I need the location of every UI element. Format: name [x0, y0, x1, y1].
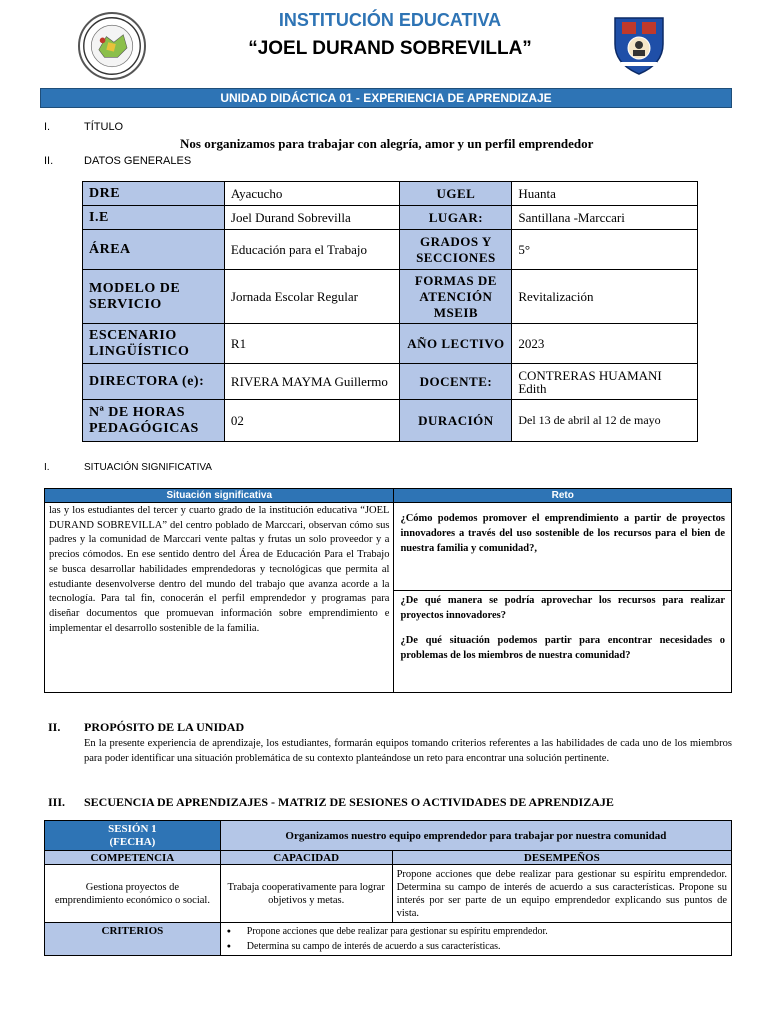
table-row	[45, 851, 732, 865]
table-row	[83, 400, 698, 442]
session-title: Organizamos nuestro equipo emprendedor para trabajar por nuestra comunidad	[220, 821, 731, 851]
anio-key: AÑO LECTIVO	[400, 324, 512, 364]
section-label: PROPÓSITO DE LA UNIDAD	[84, 720, 245, 734]
competencia-header: COMPETENCIA	[45, 851, 221, 865]
table-row	[45, 865, 732, 923]
reto-question: ¿De qué manera se podría aprovechar los recursos para realizar proyectos innovadores?	[400, 595, 725, 621]
table-row	[83, 324, 698, 364]
list-item: ● Determina su campo de interés de acuerdo a sus características.	[227, 939, 725, 954]
section-secuencia	[48, 795, 728, 810]
session-label: SESIÓN 1	[108, 822, 157, 835]
area-key: ÁREA	[83, 230, 225, 270]
ie-key: I.E	[83, 206, 225, 230]
area-value: Educación para el Trabajo	[224, 230, 400, 270]
formas-key: FORMAS DE ATENCIÓN MSEIB	[400, 270, 512, 324]
reto-cell	[394, 503, 732, 591]
duracion-value: Del 13 de abril al 12 de mayo	[512, 400, 698, 442]
section-label: SECUENCIA DE APRENDIZAJES - MATRIZ DE SESIONES O ACTIVIDADES DE APRENDIZAJE	[84, 795, 614, 809]
section-number: I.	[44, 121, 51, 133]
reto-cell	[394, 591, 732, 693]
section-situacion	[44, 462, 344, 476]
school-name-heading: “JOEL DURAND SOBREVILLA”	[248, 38, 532, 59]
dre-value: Ayacucho	[224, 182, 400, 206]
proposito-text: En la presente experiencia de aprendizaje, los estudiantes, formarán equipos tomando criterios referentes a las habilidades de cada uno de los miembros para poder identificar una situación problemática de su contexto planteándose un reto para encontrar una solución pertinente.	[84, 738, 732, 764]
section-label: TÍTULO	[84, 121, 124, 133]
school-shield-icon	[612, 14, 666, 76]
table-row	[83, 270, 698, 324]
list-item: ● Propone acciones que debe realizar para gestionar su espíritu emprendedor.	[227, 924, 725, 939]
directora-value: RIVERA MAYMA Guillermo	[224, 364, 400, 400]
secuencia-table	[44, 820, 732, 956]
datos-generales-table	[82, 181, 698, 442]
ugel-key: UGEL	[400, 182, 512, 206]
situacion-text: las y los estudiantes del tercer y cuarto grado de la institución educativa “JOEL DURAND SOBREVILLA” del centro poblado de Marccari, observan cómo sus padres y la comunidad de Marccari vente paltas y frutas un solo proveedor y a precios cómodos. En ese sentido dentro del Área de Educación Para el Trabajo se busca desarrollar habilidades emprendedoras y tecnológicas que permita al estudiante desenvolverse dentro del mundo del trabajo que avanza acorde a la tecnología. Para tal fin, conocerán el perfil emprendedor y programas para diseñar documentos que promuevan información sobre emprendimiento e implementar el desarrollo sostenible de la familia.	[49, 505, 390, 634]
reto-column-header: Reto	[394, 489, 732, 503]
reto-question: ¿Cómo podemos promover el emprendimiento a partir de proyectos innovadores a través del uso sostenible de los recursos para el bien de nuestra familia y comunidad?,	[400, 513, 725, 554]
section-label: SITUACIÓN SIGNIFICATIVA	[84, 462, 212, 473]
table-row	[83, 206, 698, 230]
session-date: (FECHA)	[109, 835, 156, 848]
grados-key: GRADOS Y SECCIONES	[400, 230, 512, 270]
competencia-value: Gestiona proyectos de emprendimiento económico o social.	[45, 865, 221, 923]
formas-value: Revitalización	[512, 270, 698, 324]
modelo-value: Jornada Escolar Regular	[224, 270, 400, 324]
modelo-key: MODELO DE SERVICIO	[83, 270, 225, 324]
ugel-huanta-logo-icon	[78, 12, 146, 80]
unit-banner: UNIDAD DIDÁCTICA 01 - EXPERIENCIA DE APRENDIZAJE	[40, 88, 732, 108]
docente-value: CONTRERAS HUAMANI Edith	[512, 364, 698, 400]
dre-key: DRE	[83, 182, 225, 206]
directora-key: DIRECTORA (e):	[83, 364, 225, 400]
escenario-value: R1	[224, 324, 400, 364]
section-proposito	[48, 720, 448, 735]
section-number: II.	[44, 155, 54, 167]
section-number: III.	[48, 795, 66, 809]
situacion-column-header: Situación significativa	[45, 489, 394, 503]
section-titulo	[44, 121, 344, 135]
section-label: DATOS GENERALES	[84, 155, 192, 167]
session-cell	[45, 821, 221, 851]
table-row	[45, 821, 732, 851]
escenario-key: ESCENARIO LINGÜÍSTICO	[83, 324, 225, 364]
situacion-cell	[45, 503, 394, 693]
capacidad-header: CAPACIDAD	[220, 851, 392, 865]
table-row	[45, 489, 732, 503]
lugar-value: Santillana -Marccari	[512, 206, 698, 230]
horas-key: Nª DE HORAS PEDAGÓGICAS	[83, 400, 225, 442]
section-number: I.	[44, 462, 50, 473]
lugar-key: LUGAR:	[400, 206, 512, 230]
grados-value: 5°	[512, 230, 698, 270]
section-datos	[44, 155, 344, 169]
reto-question: ¿De qué situación podemos partir para encontrar necesidades o problemas de los miembros de nuestra comunidad?	[400, 635, 725, 661]
table-row	[45, 503, 732, 591]
desempenos-header: DESEMPEÑOS	[392, 851, 731, 865]
section-number: II.	[48, 720, 61, 734]
table-row	[83, 182, 698, 206]
docente-key: DOCENTE:	[400, 364, 512, 400]
ie-value: Joel Durand Sobrevilla	[224, 206, 400, 230]
criterios-cell	[220, 923, 731, 956]
situacion-table	[44, 488, 732, 693]
ugel-value: Huanta	[512, 182, 698, 206]
duracion-key: DURACIÓN	[400, 400, 512, 442]
criterios-label: CRITERIOS	[45, 923, 221, 956]
institution-heading: INSTITUCIÓN EDUCATIVA	[278, 10, 502, 30]
desempenos-value: Propone acciones que debe realizar para gestionar su espíritu emprendedor. Determina su campo de interés de acuerdo a sus características. Propone su interés por ser parte de un equipo emprendedor explicando sus puntos de vista.	[392, 865, 731, 923]
capacidad-value: Trabaja cooperativamente para lograr objetivos y metas.	[220, 865, 392, 923]
table-row	[83, 230, 698, 270]
unit-title: Nos organizamos para trabajar con alegría, amor y un perfil emprendedor	[180, 136, 594, 151]
horas-value: 02	[224, 400, 400, 442]
table-row	[45, 923, 732, 956]
criterios-list	[221, 923, 731, 955]
anio-value: 2023	[512, 324, 698, 364]
table-row	[83, 364, 698, 400]
